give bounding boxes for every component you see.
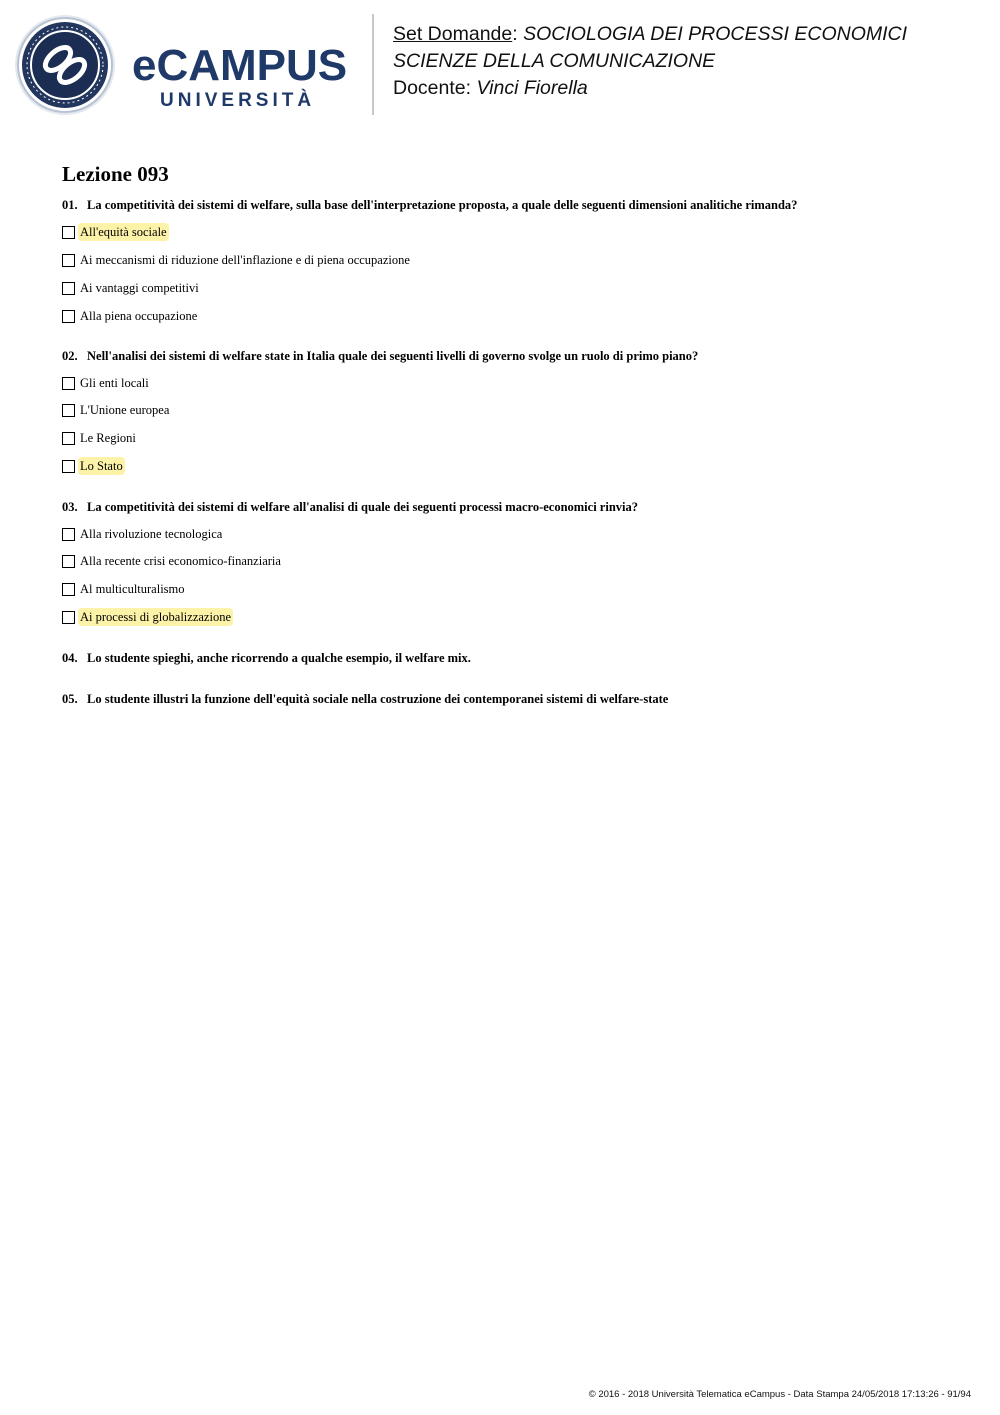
header-line-course: Set Domande: SOCIOLOGIA DEI PROCESSI ECONOMICI (393, 23, 908, 45)
option-text: Lo Stato (80, 459, 123, 473)
option-text: Ai meccanismi di riduzione dell'inflazione e di piena occupazione (80, 253, 410, 267)
option-row[interactable] (62, 251, 412, 269)
question-text: Lo studente illustri la funzione dell'equità sociale nella costruzione dei contemporanei sistemi di welfare-state (87, 692, 669, 706)
question-04 (62, 651, 471, 666)
question-number: 03. (62, 500, 78, 514)
option-text: Ai processi di globalizzazione (80, 610, 231, 624)
checkbox[interactable] (62, 404, 75, 417)
question-02 (62, 349, 698, 364)
ecampus-logo (14, 14, 359, 118)
set-label: Set Domande (393, 23, 513, 45)
option-row[interactable] (62, 374, 151, 392)
option-text: Alla recente crisi economico-finanziaria (80, 554, 281, 568)
course-name: SOCIOLOGIA DEI PROCESSI ECONOMICI (523, 23, 908, 45)
checkbox[interactable] (62, 528, 75, 541)
option-text: All'equità sociale (80, 225, 167, 239)
teacher-label: Docente: (393, 77, 472, 99)
option-row[interactable] (62, 457, 125, 475)
question-number: 01. (62, 198, 78, 212)
header-line-teacher (393, 75, 907, 102)
checkbox[interactable] (62, 254, 75, 267)
option-row[interactable] (62, 525, 224, 543)
option-text: Gli enti locali (80, 376, 149, 390)
checkbox[interactable] (62, 310, 75, 323)
question-number: 05. (62, 692, 78, 706)
question-text: La competitività dei sistemi di welfare, sulla base dell'interpretazione proposta, a quale delle seguenti dimensioni analitiche rimanda? (87, 198, 798, 212)
option-text: Al multiculturalismo (80, 582, 185, 596)
question-number: 02. (62, 349, 78, 363)
header-divider (372, 14, 374, 115)
option-row[interactable] (62, 608, 233, 626)
question-01 (62, 198, 797, 213)
option-row[interactable] (62, 552, 283, 570)
header-info (393, 21, 907, 102)
checkbox[interactable] (62, 460, 75, 473)
footer-copyright: © 2016 - 2018 Università Telematica eCampus - Data Stampa 24/05/2018 17:13:26 - 91/94 (588, 1389, 971, 1400)
option-text: Ai vantaggi competitivi (80, 281, 199, 295)
checkbox[interactable] (62, 583, 75, 596)
option-row[interactable] (62, 401, 171, 419)
question-03 (62, 500, 638, 515)
question-text: Nell'analisi dei sistemi di welfare state in Italia quale dei seguenti livelli di governo svolge un ruolo di primo piano? (87, 349, 699, 363)
program-name: SCIENZE DELLA COMUNICAZIONE (393, 50, 716, 72)
logo-wordmark: eCAMPUS (132, 41, 348, 90)
option-row[interactable] (62, 223, 169, 241)
checkbox[interactable] (62, 555, 75, 568)
option-text: L'Unione europea (80, 403, 170, 417)
checkbox[interactable] (62, 377, 75, 390)
option-text: Alla piena occupazione (80, 309, 198, 323)
checkbox[interactable] (62, 226, 75, 239)
option-text: Le Regioni (80, 431, 136, 445)
option-row[interactable] (62, 279, 201, 297)
question-number: 04. (62, 651, 78, 665)
lesson-title: Lezione 093 (62, 162, 169, 186)
teacher-name: Vinci Fiorella (476, 77, 588, 99)
checkbox[interactable] (62, 282, 75, 295)
option-row[interactable] (62, 580, 187, 598)
question-05 (62, 692, 668, 707)
question-text: Lo studente spieghi, anche ricorrendo a qualche esempio, il welfare mix. (87, 651, 471, 665)
option-text: Alla rivoluzione tecnologica (80, 527, 223, 541)
option-row[interactable] (62, 429, 138, 447)
option-row[interactable] (62, 307, 199, 325)
checkbox[interactable] (62, 432, 75, 445)
checkbox[interactable] (62, 611, 75, 624)
question-text: La competitività dei sistemi di welfare all'analisi di quale dei seguenti processi macro-economici rinvia? (87, 500, 639, 514)
logo-subtitle: UNIVERSITÀ (160, 90, 316, 111)
